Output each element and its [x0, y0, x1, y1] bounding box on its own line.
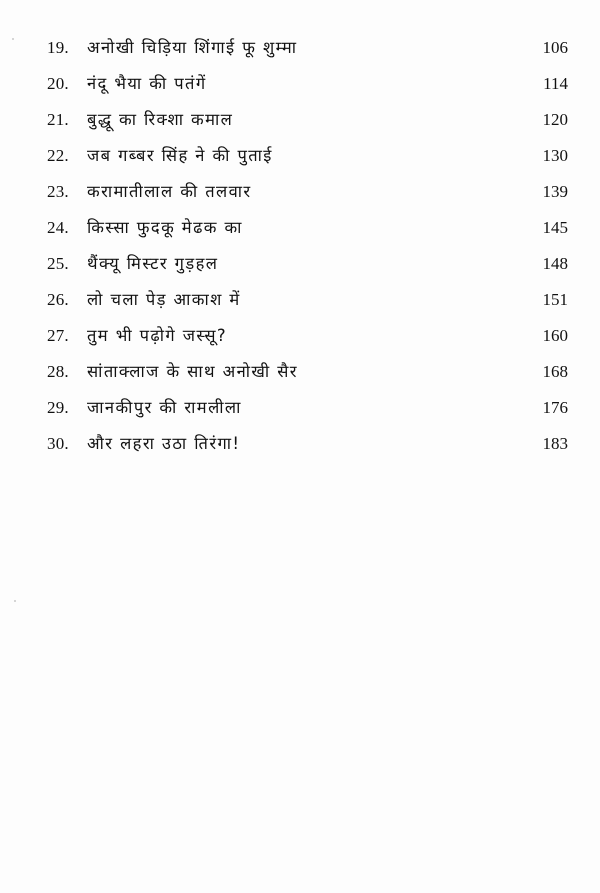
chapter-title: अनोखी चिड़िया शिंगाई फू शुम्मा	[87, 38, 298, 57]
chapter-page-number: 114	[543, 74, 568, 93]
chapter-number: 23.	[47, 182, 69, 201]
toc-entry-25	[0, 246, 600, 282]
paper-speck	[14, 600, 16, 602]
chapter-title: थैंक्यू मिस्टर गुड़हल	[87, 254, 219, 273]
toc-entry-24	[0, 210, 600, 246]
toc-entry-26	[0, 282, 600, 318]
chapter-number: 29.	[47, 398, 69, 417]
chapter-page-number: 106	[542, 38, 568, 57]
chapter-number: 20.	[47, 74, 69, 93]
chapter-title: जब गब्बर सिंह ने की पुताई	[87, 146, 273, 165]
chapter-page-number: 145	[542, 218, 568, 237]
chapter-number: 21.	[47, 110, 69, 129]
chapter-number: 27.	[47, 326, 69, 345]
chapter-title: किस्सा फुदकू मेढक का	[87, 218, 243, 237]
chapter-title: सांताक्लाज के साथ अनोखी सैर	[87, 362, 298, 381]
toc-entry-29	[0, 390, 600, 426]
chapter-page-number: 130	[542, 146, 568, 165]
chapter-title: नंदू भैया की पतंगें	[87, 74, 207, 93]
toc-entry-30	[0, 426, 600, 462]
chapter-number: 25.	[47, 254, 69, 273]
toc-entry-21	[0, 102, 600, 138]
chapter-page-number: 148	[542, 254, 568, 273]
chapter-page-number: 176	[542, 398, 568, 417]
toc-entry-23	[0, 174, 600, 210]
chapter-page-number: 151	[542, 290, 568, 309]
chapter-number: 24.	[47, 218, 69, 237]
chapter-page-number: 168	[542, 362, 568, 381]
chapter-page-number: 160	[542, 326, 568, 345]
chapter-page-number: 120	[542, 110, 568, 129]
chapter-number: 22.	[47, 146, 69, 165]
chapter-title: और लहरा उठा तिरंगा!	[87, 434, 241, 453]
chapter-page-number: 139	[542, 182, 568, 201]
toc-entry-22	[0, 138, 600, 174]
toc-entry-27	[0, 318, 600, 354]
chapter-title: जानकीपुर की रामलीला	[87, 398, 242, 417]
chapter-number: 26.	[47, 290, 69, 309]
chapter-title: बुद्धू का रिक्शा कमाल	[87, 110, 234, 129]
chapter-page-number: 183	[542, 434, 568, 453]
toc-entry-28	[0, 354, 600, 390]
toc-entry-20	[0, 66, 600, 102]
chapter-number: 28.	[47, 362, 69, 381]
chapter-title: तुम भी पढ़ोगे जस्सू?	[87, 326, 228, 345]
chapter-title: लो चला पेड़ आकाश में	[87, 290, 241, 309]
toc-entry-19	[0, 30, 600, 66]
chapter-title: करामातीलाल की तलवार	[87, 182, 252, 201]
chapter-number: 19.	[47, 38, 69, 57]
chapter-number: 30.	[47, 434, 69, 453]
paper-speck	[12, 38, 14, 40]
table-of-contents	[0, 30, 600, 462]
